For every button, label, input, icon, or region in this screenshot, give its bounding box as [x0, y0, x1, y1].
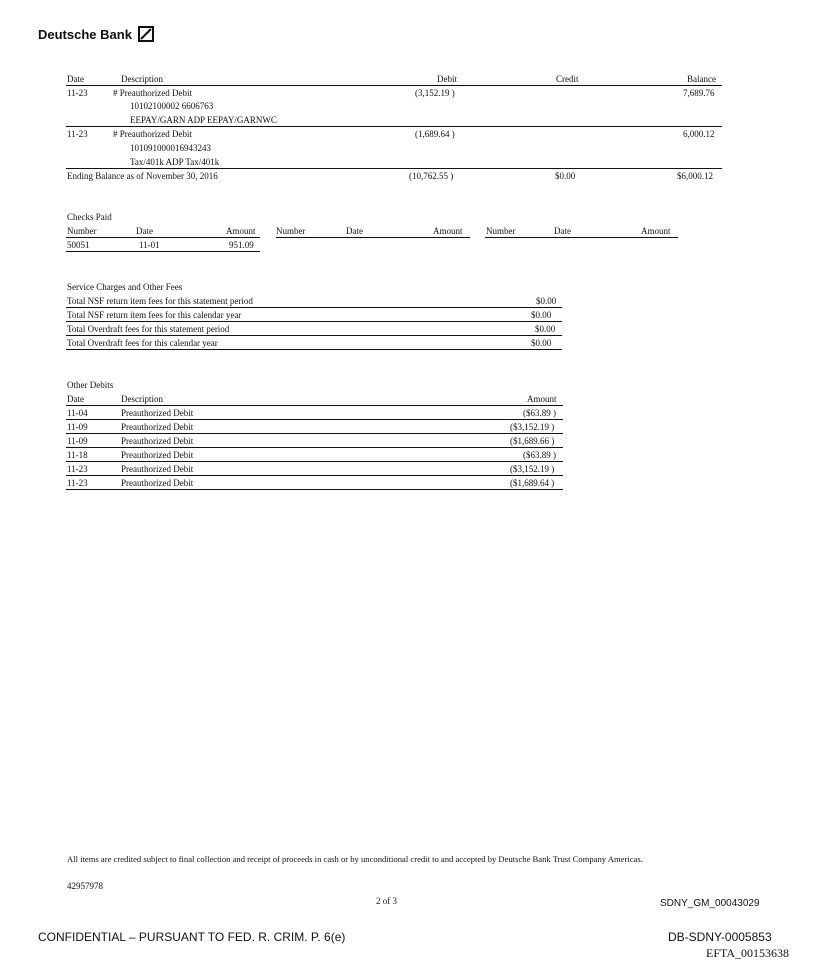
debit-description: Preauthorized Debit	[121, 450, 194, 460]
bank-logo	[38, 26, 154, 42]
col-header-description: Description	[121, 74, 163, 84]
col-header-description: Description	[121, 394, 163, 404]
row-rule	[66, 489, 563, 490]
txn-debit: (3,152.19 )	[415, 88, 455, 98]
debit-description: Preauthorized Debit	[121, 422, 194, 432]
section-title: Other Debits	[67, 380, 114, 390]
row-rule	[66, 126, 722, 127]
txn-balance: 7,689.76	[683, 88, 715, 98]
debit-description: Preauthorized Debit	[121, 478, 194, 488]
fee-label: Total Overdraft fees for this statement period	[67, 324, 230, 334]
header-rule	[66, 237, 260, 238]
debit-description: Preauthorized Debit	[121, 464, 194, 474]
txn-description: # Preauthorized Debit	[113, 129, 192, 139]
col-header-amount: Amount	[527, 394, 557, 404]
row-rule	[66, 461, 563, 462]
header-rule	[276, 237, 470, 238]
debit-amount: ($1,689.66 )	[510, 436, 555, 446]
txn-reference: 10102100002 6606763	[130, 101, 214, 111]
confidential-notice: CONFIDENTIAL – PURSUANT TO FED. R. CRIM. P. 6(e)	[38, 930, 346, 944]
col-header-date: Date	[554, 226, 571, 236]
debit-date: 11-09	[67, 422, 88, 432]
row-rule	[66, 307, 562, 308]
header-rule	[66, 85, 722, 86]
debit-amount: ($63.89 )	[523, 450, 556, 460]
debit-amount: ($3,152.19 )	[510, 422, 555, 432]
col-header-date: Date	[136, 226, 153, 236]
account-reference: 42957978	[67, 881, 103, 891]
check-date: 11-01	[139, 240, 160, 250]
bank-name: Deutsche Bank	[38, 26, 132, 42]
deutsche-bank-logo-icon	[138, 26, 154, 42]
section-title: Checks Paid	[67, 212, 112, 222]
fee-amount: $0.00	[536, 296, 557, 306]
fee-label: Total Overdraft fees for this calendar year	[67, 338, 218, 348]
debit-description: Preauthorized Debit	[121, 408, 194, 418]
bates-number-db: DB-SDNY-0005853	[668, 930, 772, 944]
debit-amount: ($63.89 )	[523, 408, 556, 418]
row-rule	[66, 168, 722, 169]
txn-description: # Preauthorized Debit	[113, 88, 192, 98]
ending-balance-label: Ending Balance as of November 30, 2016	[67, 171, 218, 181]
debit-amount: ($1,689.64 )	[510, 478, 555, 488]
footer-disclaimer: All items are credited subject to final collection and receipt of proceeds in cash or by unconditional credit to and accepted by Deutsche Bank Trust Company Americas.	[67, 854, 643, 864]
debit-amount: ($3,152.19 )	[510, 464, 555, 474]
debit-date: 11-23	[67, 464, 88, 474]
fee-amount: $0.00	[531, 310, 552, 320]
txn-reference: 101091000016943243	[130, 143, 211, 153]
efta-number: EFTA_00153638	[706, 946, 790, 960]
debit-date: 11-23	[67, 478, 88, 488]
fee-amount: $0.00	[535, 324, 556, 334]
col-header-credit: Credit	[556, 74, 579, 84]
fee-amount: $0.00	[531, 338, 552, 348]
col-header-balance: Balance	[687, 74, 716, 84]
bates-number-gm: SDNY_GM_00043029	[660, 898, 760, 909]
check-amount: 951.09	[229, 240, 254, 250]
fee-label: Total NSF return item fees for this statement period	[67, 296, 253, 306]
col-header-amount: Amount	[433, 226, 463, 236]
row-rule	[66, 349, 562, 350]
txn-date: 11-23	[67, 129, 88, 139]
fee-label: Total NSF return item fees for this calendar year	[67, 310, 242, 320]
row-rule	[66, 447, 563, 448]
col-header-date: Date	[67, 394, 84, 404]
txn-date: 11-23	[67, 88, 88, 98]
row-rule	[66, 433, 563, 434]
check-number: 50051	[67, 240, 90, 250]
col-header-number: Number	[486, 226, 516, 236]
header-rule	[485, 237, 678, 238]
row-rule	[66, 321, 562, 322]
row-rule	[66, 251, 260, 252]
col-header-date: Date	[67, 74, 84, 84]
section-title: Service Charges and Other Fees	[67, 282, 183, 292]
col-header-amount: Amount	[226, 226, 256, 236]
ending-balance: $6,000.12	[677, 171, 713, 181]
row-rule	[66, 475, 563, 476]
debit-date: 11-18	[67, 450, 88, 460]
page-number: 2 of 3	[376, 896, 397, 906]
col-header-date: Date	[346, 226, 363, 236]
ending-credit: $0.00	[555, 171, 576, 181]
row-rule	[66, 419, 563, 420]
txn-balance: 6,000.12	[683, 129, 715, 139]
row-rule	[66, 335, 562, 336]
header-rule	[66, 405, 563, 406]
debit-description: Preauthorized Debit	[121, 436, 194, 446]
ending-debit: (10,762.55 )	[409, 171, 454, 181]
col-header-amount: Amount	[641, 226, 671, 236]
txn-debit: (1,689.64 )	[415, 129, 455, 139]
col-header-debit: Debit	[437, 74, 457, 84]
txn-payee: EEPAY/GARN ADP EEPAY/GARNWC	[130, 115, 277, 125]
col-header-number: Number	[67, 226, 97, 236]
col-header-number: Number	[276, 226, 306, 236]
txn-payee: Tax/401k ADP Tax/401k	[130, 157, 220, 167]
debit-date: 11-04	[67, 408, 88, 418]
debit-date: 11-09	[67, 436, 88, 446]
